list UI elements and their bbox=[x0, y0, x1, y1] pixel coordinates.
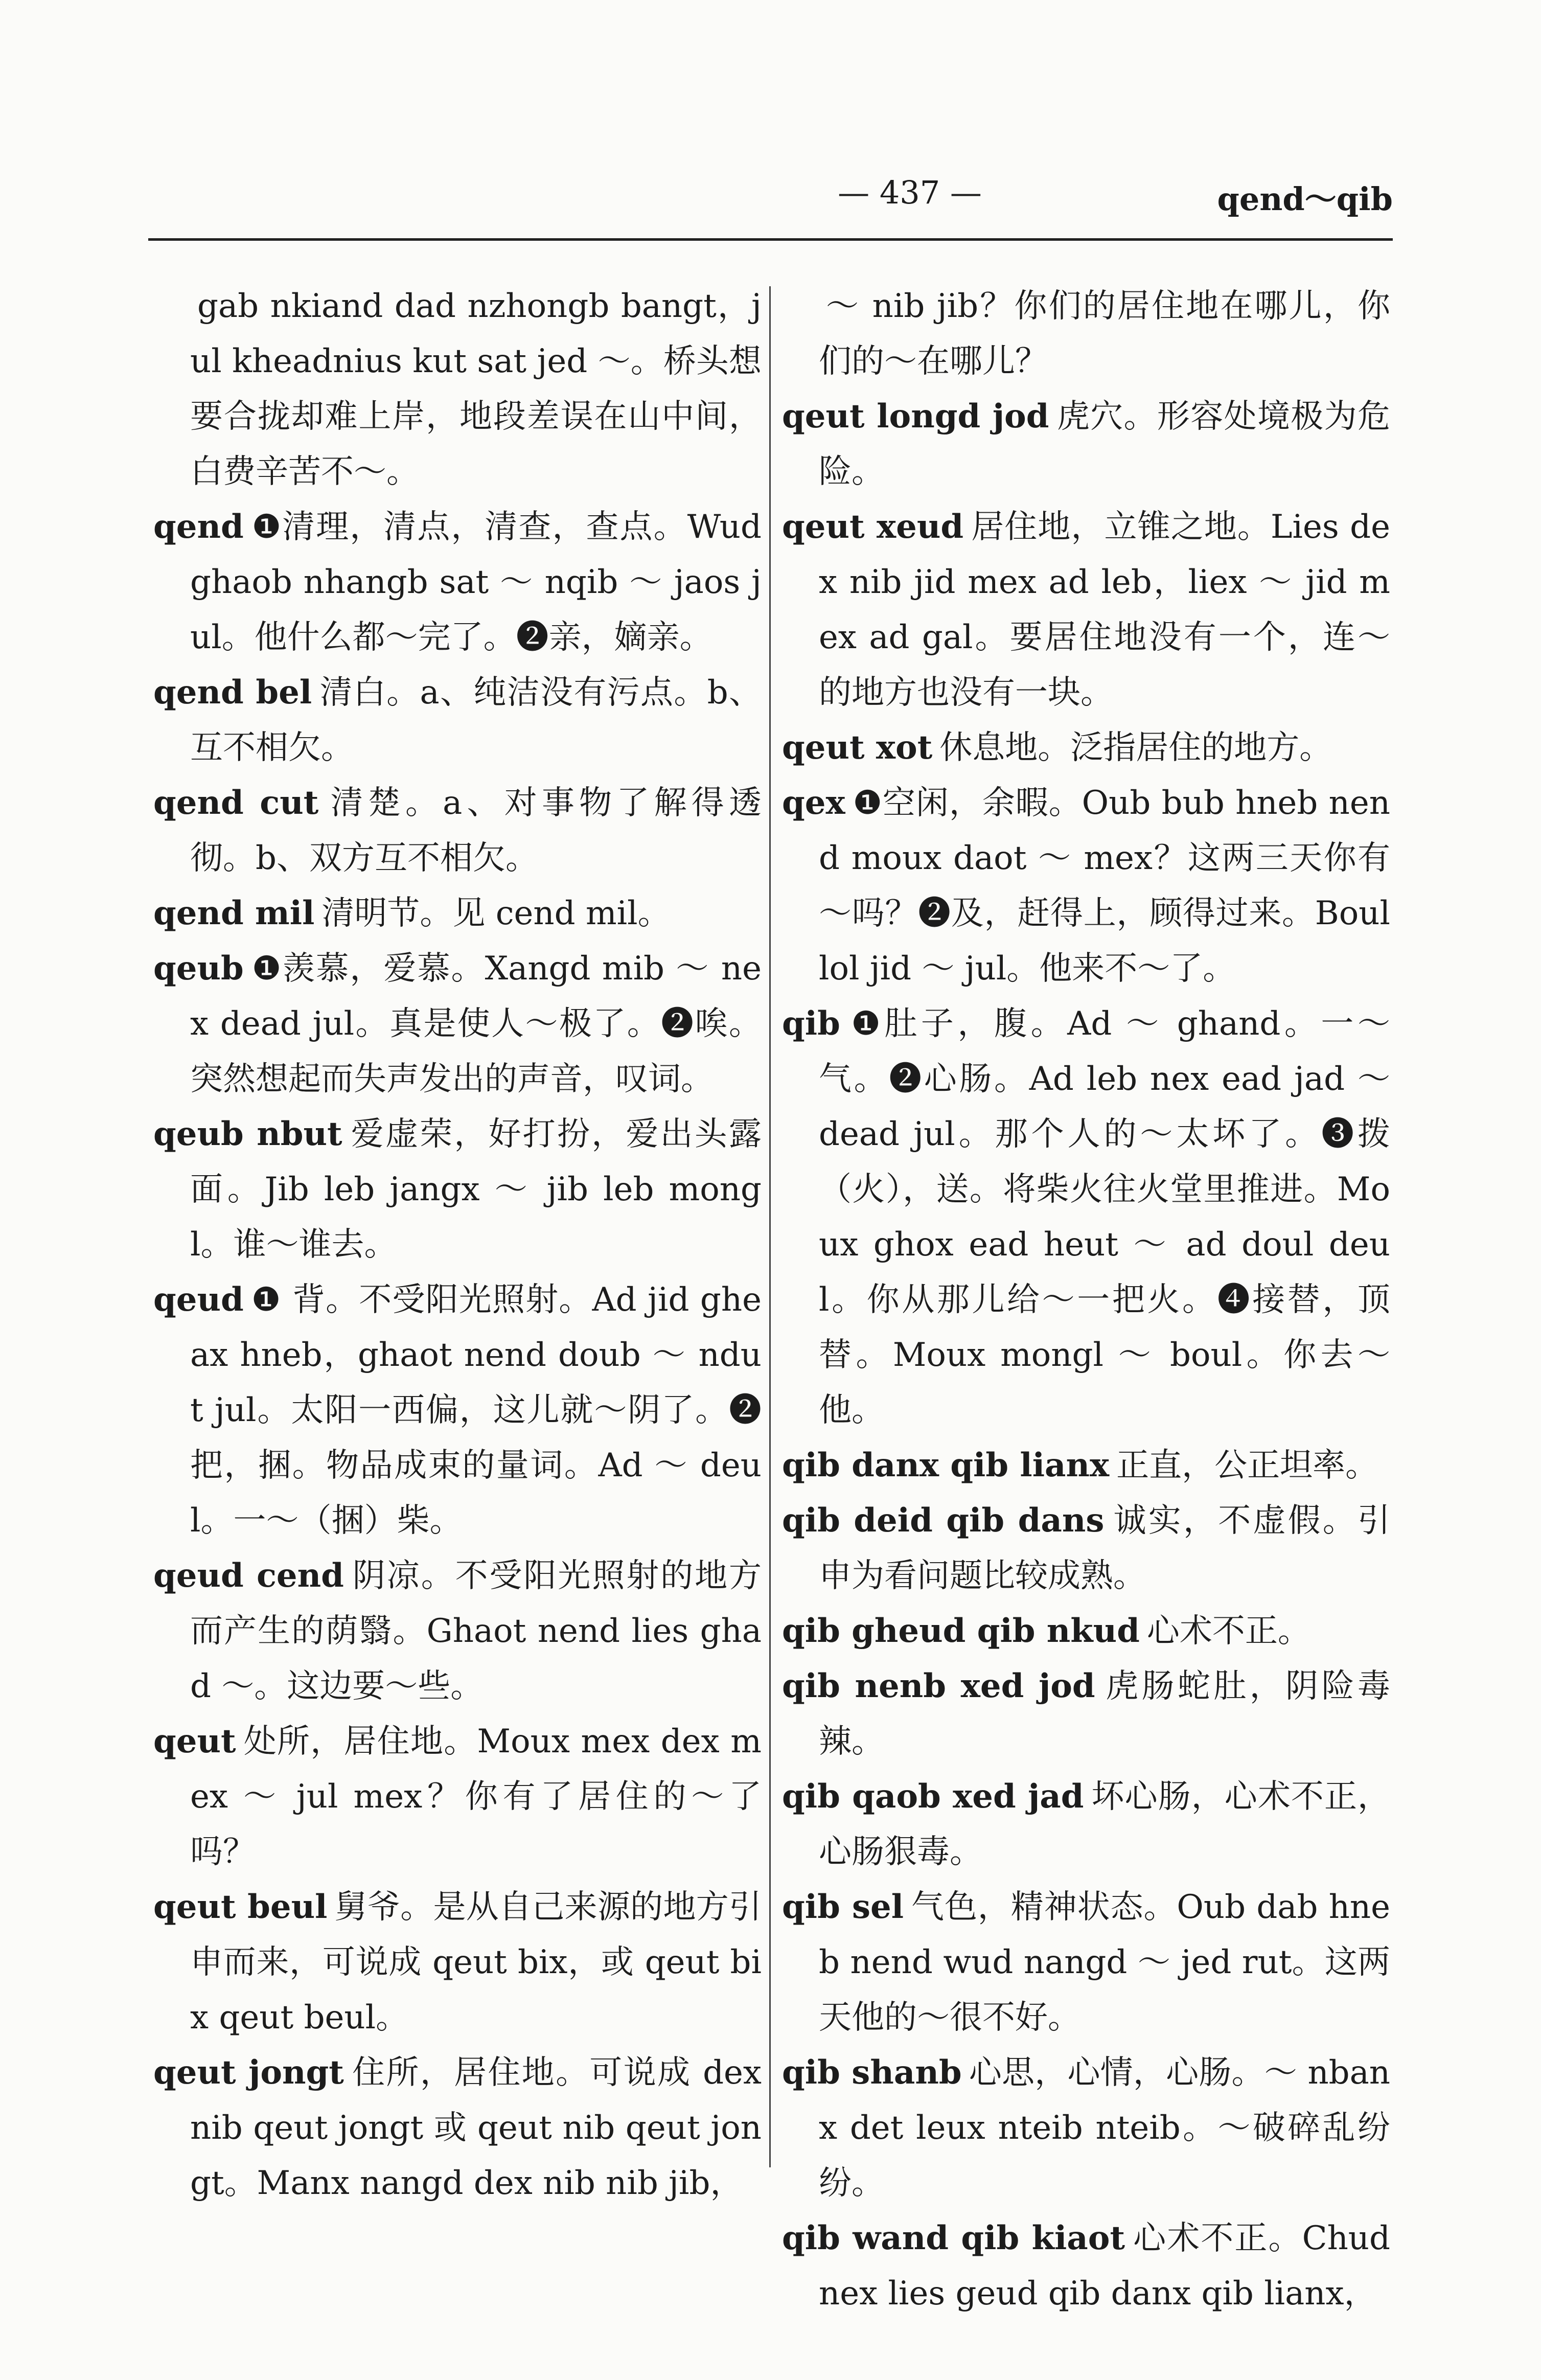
entry-definition: 诚实，不虚假。引申为看问题比较成熟。 bbox=[819, 1502, 1391, 1595]
entry-definition: 清明节。见 cend mil。 bbox=[321, 895, 671, 932]
entry-headword: qeub bbox=[153, 949, 244, 988]
entry-definition: 爱虚荣，好打扮，爱出头露面。Jib leb jangx ～ jib leb mongl。谁～谁去。 bbox=[190, 1115, 762, 1264]
entry-headword: qeut jongt bbox=[153, 2053, 344, 2092]
entry-definition: 休息地。泛指居住的地方。 bbox=[939, 729, 1332, 767]
entry-definition: ❶清理，清点，清查，查点。Wud ghaob nhangb sat ～ nqib ～ jaos jul。他什么都～完了。❷亲，嫡亲。 bbox=[190, 508, 762, 656]
entry-definition: ～ nib jib？你们的居住地在哪儿，你们的～在哪儿？ bbox=[819, 287, 1390, 380]
dictionary-entry bbox=[153, 886, 762, 941]
entry-definition: 清楚。a、对事物了解得透彻。b、双方互不相欠。 bbox=[190, 784, 762, 877]
dictionary-entry bbox=[153, 1714, 762, 1880]
dictionary-entry bbox=[782, 1604, 1390, 1659]
entry-headword: qend mil bbox=[153, 894, 315, 932]
entry-headword: qib gheud qib nkud bbox=[782, 1612, 1140, 1650]
entry-headword: qib shanb bbox=[782, 2053, 962, 2092]
entry-headword: qib nenb xed jod bbox=[782, 1667, 1095, 1705]
dictionary-entry bbox=[153, 941, 762, 1107]
entry-definition: ❶空闲，余暇。Oub bub hneb nend moux daot ～ mex？这两三天你有～吗？❷及，赶得上，顾得过来。Boul lol jid ～ jul。他来不～了。 bbox=[819, 784, 1390, 988]
dictionary-entry bbox=[782, 1438, 1390, 1493]
entry-headword: qib wand qib kiaot bbox=[782, 2219, 1125, 2257]
dictionary-entry bbox=[153, 279, 762, 499]
entry-definition: 处所，居住地。Moux mex dex mex ～ jul mex？你有了居住的～了吗？ bbox=[190, 1723, 762, 1871]
entry-headword: qeut xot bbox=[782, 728, 933, 767]
dictionary-entry bbox=[782, 996, 1390, 1438]
entry-headword: qeud bbox=[153, 1280, 244, 1319]
dictionary-entry bbox=[153, 499, 762, 665]
entry-definition: 虎穴。形容处境极为危险。 bbox=[819, 398, 1391, 491]
entry-headword: qib deid qib dans bbox=[782, 1501, 1105, 1540]
dictionary-entry bbox=[153, 2045, 762, 2211]
entry-headword: qeut longd jod bbox=[782, 397, 1049, 436]
right-column bbox=[782, 279, 1390, 2321]
dictionary-entry bbox=[153, 1548, 762, 1714]
entry-definition: 住所，居住地。可说成 dex nib qeut jongt 或 qeut nib qeut jongt。Manx nangd dex nib nib jib， bbox=[190, 2054, 762, 2202]
entry-definition: 阴凉。不受阳光照射的地方而产生的荫翳。Ghaot nend lies ghad ～。这边要～些。 bbox=[190, 1557, 762, 1705]
entry-headword: qib qaob xed jad bbox=[782, 1777, 1084, 1816]
dictionary-entry bbox=[782, 2211, 1390, 2321]
dictionary-entry bbox=[782, 1493, 1390, 1604]
running-head: qend～qib bbox=[1217, 180, 1393, 218]
entry-definition: ❶肚子，腹。Ad ～ ghand。一～气。❷心肠。Ad leb nex ead jad ～ dead jul。那个人的～太坏了。❸拨（火），送。将柴火往火堂里推进。Moux ghox ead heut ～ ad doul deul。你从那儿给～一把火。❹接替，顶替。Moux mongl ～ boul。你去～他。 bbox=[819, 1005, 1390, 1429]
column-divider bbox=[769, 286, 771, 2167]
dictionary-entry bbox=[153, 665, 762, 775]
entry-headword: qeut bbox=[153, 1722, 236, 1760]
entry-definition: 居住地，立锥之地。Lies dex nib jid mex ad leb，liex ～ jid mex ad gal。要居住地没有一个，连～的地方也没有一块。 bbox=[819, 508, 1390, 712]
entry-headword: qex bbox=[782, 784, 845, 822]
page-number: — 437 — bbox=[838, 174, 982, 211]
dictionary-entry bbox=[153, 1272, 762, 1548]
entry-headword: qib bbox=[782, 1004, 840, 1043]
page-header bbox=[148, 174, 1393, 230]
entry-definition: 心术不正。Chud nex lies geud qib danx qib lianx， bbox=[819, 2219, 1390, 2313]
dictionary-entry bbox=[782, 775, 1390, 996]
dictionary-entry bbox=[782, 1880, 1390, 2045]
entry-headword: qib sel bbox=[782, 1888, 904, 1926]
entry-definition: 心思，心情，心肠。～ nbanx det leux nteib nteib。～破碎乱纷纷。 bbox=[819, 2054, 1391, 2202]
entry-headword: qend cut bbox=[153, 784, 319, 822]
entry-headword: qeub nbut bbox=[153, 1115, 342, 1153]
entry-definition: 舅爷。是从自己来源的地方引申而来，可说成 qeut bix，或 qeut bix qeut beul。 bbox=[190, 1888, 762, 2036]
dictionary-entry bbox=[153, 1107, 762, 1272]
header-rule bbox=[148, 238, 1393, 241]
entry-definition: 正直，公正坦率。 bbox=[1116, 1447, 1378, 1484]
dictionary-entry bbox=[153, 1880, 762, 2045]
entry-headword: qeut xeud bbox=[782, 508, 964, 546]
entry-definition: 坏心肠，心术不正，心肠狠毒。 bbox=[819, 1778, 1390, 1871]
dictionary-entry bbox=[782, 1659, 1390, 1769]
left-column bbox=[153, 279, 762, 2211]
entry-definition: 心术不正。 bbox=[1146, 1612, 1310, 1650]
dictionary-entry bbox=[782, 720, 1390, 775]
dictionary-entry bbox=[782, 499, 1390, 720]
dictionary-entry bbox=[782, 1769, 1390, 1880]
entry-definition: 虎肠蛇肚，阴险毒辣。 bbox=[819, 1667, 1391, 1760]
dictionary-entry bbox=[782, 2045, 1390, 2211]
entry-headword: qeud cend bbox=[153, 1557, 344, 1595]
entry-definition: gab nkiand dad nzhongb bangt，jul kheadnius kut sat jed ～。桥头想要合拢却难上岸，地段差误在山中间，白费辛苦不～。 bbox=[190, 287, 762, 491]
dictionary-entry bbox=[153, 775, 762, 886]
entry-definition: 气色，精神状态。Oub dab hneb nend wud nangd ～ jed rut。这两天他的～很不好。 bbox=[819, 1888, 1391, 2036]
entry-definition: ❶羡慕，爱慕。Xangd mib ～ nex dead jul。真是使人～极了。❷唉。突然想起而失声发出的声音，叹词。 bbox=[190, 950, 762, 1098]
entry-definition: ❶ 背。不受阳光照射。Ad jid gheax hneb，ghaot nend doub ～ ndut jul。太阳一西偏，这儿就～阴了。❷把，捆。物品成束的量词。Ad ～ deul。一～（捆）柴。 bbox=[190, 1281, 762, 1540]
entry-definition: 清白。a、纯洁没有污点。b、互不相欠。 bbox=[190, 674, 762, 767]
entry-headword: qend bbox=[153, 508, 244, 546]
entry-headword: qend bel bbox=[153, 673, 312, 712]
entry-headword: qeut beul bbox=[153, 1888, 328, 1926]
dictionary-entry bbox=[782, 279, 1390, 389]
entry-headword: qib danx qib lianx bbox=[782, 1446, 1110, 1484]
dictionary-entry bbox=[782, 389, 1390, 499]
